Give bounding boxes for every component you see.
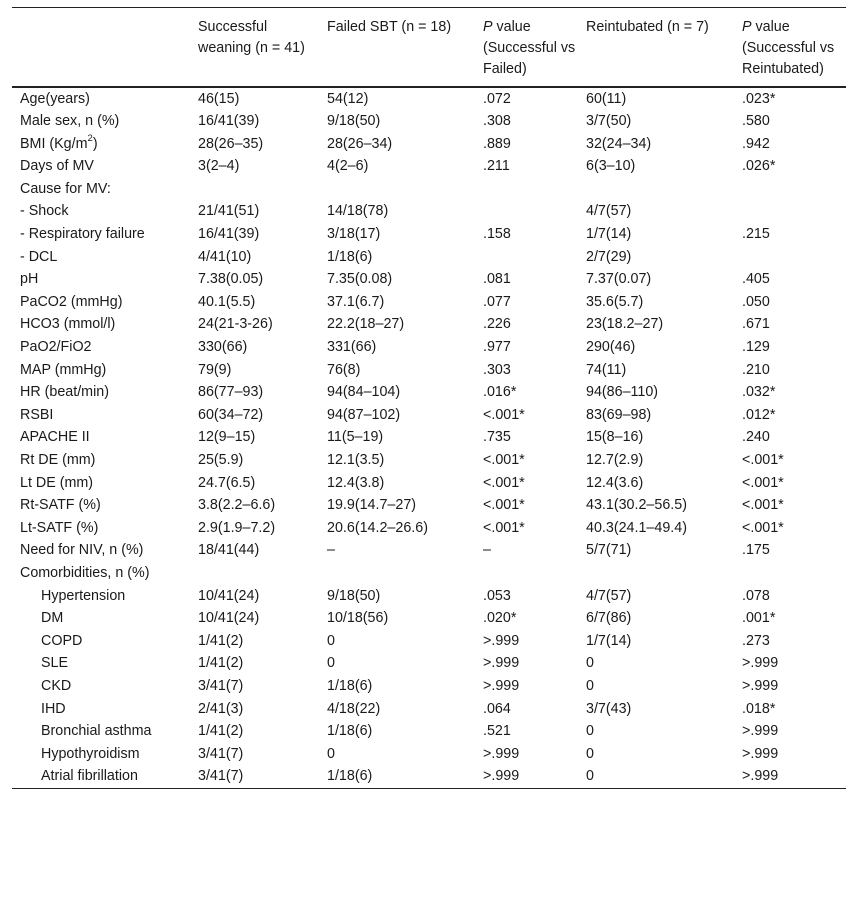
cell-successful-weaning (194, 562, 323, 585)
cell-failed-sbt: 76(8) (327, 361, 361, 378)
cell-p-value-reintubated: >.999 (742, 768, 779, 785)
cell-reintubated: 94(86–110) (586, 384, 659, 401)
cell-failed-sbt: 1/18(6) (327, 677, 373, 694)
cell-p-value-reintubated: .240 (742, 429, 770, 446)
cell-p-value-reintubated: .032* (742, 384, 776, 401)
table-row (12, 517, 846, 540)
table-row (12, 111, 846, 134)
cell-p-value-reintubated: <.001* (742, 519, 784, 536)
row-label-text: IHD (41, 700, 66, 717)
cell-reintubated: 6(3–10) (586, 158, 636, 175)
row-label-text: Age(years) (20, 90, 90, 107)
cell-p-value-reintubated: <.001* (742, 474, 784, 491)
row-label-text: HR (beat/min) (20, 384, 109, 401)
table-row (12, 314, 846, 337)
row-label-text: Cause for MV: (20, 180, 111, 197)
cell-failed-sbt (323, 178, 479, 201)
row-label (12, 472, 194, 495)
row-label-text: pH (20, 271, 39, 288)
cell-reintubated: 12.4(3.6) (586, 474, 644, 491)
cell-reintubated: 4/7(57) (586, 203, 632, 220)
cell-p-value-failed: >.999 (483, 677, 520, 694)
cell-p-value-reintubated: .012* (742, 406, 776, 423)
p-value-text: value (Successful vs Failed) (483, 19, 576, 77)
header-variable (12, 8, 194, 88)
header-row (12, 8, 846, 88)
cell-p-value-reintubated: .580 (742, 113, 770, 130)
cell-successful-weaning: 1/41(2) (198, 632, 244, 649)
cell-successful-weaning: 86(77–93) (198, 384, 264, 401)
table-row (12, 201, 846, 224)
cell-successful-weaning: 16/41(39) (198, 113, 260, 130)
row-label (12, 427, 194, 450)
table-row (12, 630, 846, 653)
row-label-text: Rt DE (mm) (20, 452, 96, 468)
row-label (12, 698, 194, 721)
row-label (12, 246, 194, 269)
row-label (12, 201, 194, 224)
row-label-suffix: ) (92, 135, 98, 152)
cell-successful-weaning: 46(15) (198, 90, 240, 107)
cell-p-value-failed: <.001* (483, 406, 525, 423)
cell-p-value-failed: <.001* (483, 497, 525, 514)
cell-p-value-reintubated: >.999 (742, 723, 779, 740)
cell-failed-sbt: 0 (327, 632, 335, 649)
cell-reintubated: 12.7(2.9) (586, 452, 644, 468)
cell-p-value-reintubated: .026* (742, 158, 776, 175)
cell-successful-weaning: 10/41(24) (198, 610, 260, 627)
cell-p-value-reintubated (738, 201, 846, 224)
cell-successful-weaning: 40.1(5.5) (198, 293, 256, 310)
row-label-text: Atrial fibrillation (41, 768, 138, 785)
row-label-text: BMI (Kg/m (20, 135, 88, 152)
cell-reintubated: 4/7(57) (586, 587, 632, 604)
cell-failed-sbt: 1/18(6) (327, 248, 373, 265)
cell-p-value-reintubated: .018* (742, 700, 776, 717)
cell-p-value-failed: <.001* (483, 452, 525, 468)
cell-p-value-failed: .521 (483, 723, 511, 740)
row-label (12, 743, 194, 766)
table-row (12, 156, 846, 179)
cell-successful-weaning: 3.8(2.2–6.6) (198, 497, 276, 514)
row-label-text: CKD (41, 677, 72, 694)
row-label (12, 450, 194, 473)
table-row (12, 540, 846, 563)
row-label (12, 224, 194, 247)
table-row (12, 766, 846, 789)
row-label-text: Lt-SATF (%) (20, 519, 99, 536)
cell-p-value-reintubated: .273 (742, 632, 770, 649)
cell-successful-weaning: 28(26–35) (198, 135, 264, 152)
cell-successful-weaning: 4/41(10) (198, 248, 252, 265)
cell-reintubated: 35.6(5.7) (586, 293, 644, 310)
table-row (12, 495, 846, 518)
cell-successful-weaning: 2/41(3) (198, 700, 244, 717)
cell-p-value-failed: .158 (483, 226, 511, 243)
cell-reintubated: 7.37(0.07) (586, 271, 652, 288)
cell-p-value-failed (479, 246, 582, 269)
table-row (12, 472, 846, 495)
table-row (12, 291, 846, 314)
cell-p-value-reintubated: .001* (742, 610, 776, 627)
cell-reintubated: 6/7(86) (586, 610, 632, 627)
table-row (12, 608, 846, 631)
cell-successful-weaning: 16/41(39) (198, 226, 260, 243)
row-label (12, 608, 194, 631)
row-label (12, 291, 194, 314)
row-label (12, 675, 194, 698)
cell-p-value-failed: .016* (483, 384, 517, 401)
cell-failed-sbt: – (327, 542, 335, 559)
cell-p-value-reintubated (738, 562, 846, 585)
cell-reintubated: 60(11) (586, 90, 627, 107)
table-row (12, 133, 846, 156)
row-label (12, 156, 194, 179)
table-row (12, 585, 846, 608)
cell-p-value-failed: .226 (483, 316, 511, 333)
cell-p-value-reintubated: .215 (742, 226, 770, 243)
row-label-text: Comorbidities, n (%) (20, 564, 150, 581)
table-row (12, 653, 846, 676)
row-label-text: RSBI (20, 406, 54, 423)
cell-reintubated: 2/7(29) (586, 248, 632, 265)
cell-successful-weaning: 1/41(2) (198, 655, 244, 672)
cell-failed-sbt: 37.1(6.7) (327, 293, 385, 310)
table-row (12, 382, 846, 405)
cell-p-value-failed: .889 (483, 135, 511, 152)
cell-reintubated: 290(46) (586, 339, 636, 356)
cell-p-value-failed: .077 (483, 293, 511, 310)
table-row (12, 359, 846, 382)
row-label (12, 630, 194, 653)
cell-successful-weaning: 330(66) (198, 339, 248, 356)
row-label (12, 540, 194, 563)
cell-successful-weaning: 10/41(24) (198, 587, 260, 604)
cell-p-value-reintubated: .405 (742, 271, 770, 288)
header-p-value-reintubated (738, 8, 846, 88)
cell-reintubated: 43.1(30.2–56.5) (586, 497, 687, 514)
cell-failed-sbt: 7.35(0.08) (327, 271, 393, 288)
cell-p-value-reintubated: .942 (742, 135, 770, 152)
superscript: 2 (87, 132, 93, 144)
cell-p-value-reintubated: .129 (742, 339, 770, 356)
header-failed-sbt: Failed SBT (n = 18) (327, 19, 452, 35)
cell-failed-sbt: 54(12) (327, 90, 369, 107)
table-row (12, 337, 846, 360)
cell-p-value-failed: .977 (483, 339, 511, 356)
cell-failed-sbt: 20.6(14.2–26.6) (327, 519, 428, 536)
row-label-text: MAP (mmHg) (20, 361, 107, 378)
cell-p-value-reintubated (738, 246, 846, 269)
table-row (12, 698, 846, 721)
cell-successful-weaning: 60(34–72) (198, 406, 264, 423)
table-row (12, 675, 846, 698)
table-row (12, 743, 846, 766)
cell-reintubated: 0 (586, 745, 594, 762)
row-label-text: Need for NIV, n (%) (20, 542, 144, 559)
cell-reintubated: 23(18.2–27) (586, 316, 664, 333)
row-label (12, 314, 194, 337)
cell-failed-sbt: 3/18(17) (327, 226, 381, 243)
row-label-text: HCO3 (mmol/l) (20, 316, 116, 333)
row-label (12, 721, 194, 744)
cell-successful-weaning: 1/41(2) (198, 723, 244, 740)
row-label-text: DM (41, 610, 64, 627)
cell-p-value-reintubated: .050 (742, 293, 770, 310)
cell-failed-sbt: 14/18(78) (327, 203, 389, 220)
cell-failed-sbt: 12.4(3.8) (327, 474, 385, 491)
cell-reintubated: 0 (586, 677, 594, 694)
cell-successful-weaning: 24(21-3-26) (198, 316, 273, 333)
row-label-text: - Shock (20, 203, 69, 220)
row-label-text: APACHE II (20, 429, 90, 446)
row-label (12, 87, 194, 111)
cell-successful-weaning: 79(9) (198, 361, 232, 378)
cell-reintubated: 0 (586, 768, 594, 785)
cell-p-value-failed (479, 562, 582, 585)
cell-p-value-failed: >.999 (483, 655, 520, 672)
row-label (12, 517, 194, 540)
cell-p-value-reintubated: .023* (742, 90, 776, 107)
table-body (12, 87, 846, 789)
row-label-text: Male sex, n (%) (20, 113, 120, 130)
cell-successful-weaning: 3/41(7) (198, 768, 244, 785)
row-label-text: - DCL (20, 248, 58, 265)
table-row (12, 404, 846, 427)
row-label-text: Bronchial asthma (41, 723, 152, 740)
cell-p-value-failed: .064 (483, 700, 511, 717)
cell-p-value-failed: .211 (483, 158, 510, 175)
cell-p-value-reintubated: >.999 (742, 677, 779, 694)
cell-failed-sbt: 28(26–34) (327, 135, 393, 152)
row-label (12, 585, 194, 608)
cell-reintubated: 3/7(43) (586, 700, 632, 717)
cell-successful-weaning: 21/41(51) (198, 203, 260, 220)
cell-successful-weaning: 3/41(7) (198, 677, 244, 694)
row-label-text: Hypothyroidism (41, 745, 140, 762)
cell-p-value-reintubated: >.999 (742, 655, 779, 672)
row-label-text: - Respiratory failure (20, 226, 145, 243)
row-label-text: PaCO2 (mmHg) (20, 293, 123, 310)
cell-p-value-failed: .020* (483, 610, 517, 627)
cell-p-value-failed (479, 178, 582, 201)
row-label (12, 404, 194, 427)
cell-reintubated: 15(8–16) (586, 429, 644, 446)
cell-reintubated: 1/7(14) (586, 226, 632, 243)
row-label (12, 495, 194, 518)
cell-failed-sbt: 1/18(6) (327, 768, 373, 785)
table-row (12, 269, 846, 292)
cell-failed-sbt: 4(2–6) (327, 158, 369, 175)
cell-p-value-failed: .308 (483, 113, 511, 130)
cell-failed-sbt: 11(5–19) (327, 429, 384, 446)
cell-successful-weaning: 3/41(7) (198, 745, 244, 762)
row-label-text: PaO2/FiO2 (20, 339, 92, 356)
cell-successful-weaning: 2.9(1.9–7.2) (198, 519, 276, 536)
cell-p-value-failed: <.001* (483, 474, 525, 491)
cell-p-value-reintubated: <.001* (742, 497, 784, 514)
row-label (12, 133, 194, 156)
cell-successful-weaning: 25(5.9) (198, 452, 244, 468)
cell-reintubated: 0 (586, 723, 594, 740)
cell-failed-sbt: 1/18(6) (327, 723, 373, 740)
p-italic: P (483, 19, 493, 35)
cell-failed-sbt: 4/18(22) (327, 700, 381, 717)
cell-p-value-failed: >.999 (483, 768, 520, 785)
cell-failed-sbt: 10/18(56) (327, 610, 389, 627)
row-label (12, 653, 194, 676)
row-label-text: Days of MV (20, 158, 94, 175)
cell-failed-sbt: 22.2(18–27) (327, 316, 405, 333)
cell-reintubated: 32(24–34) (586, 135, 652, 152)
cell-reintubated (582, 178, 738, 201)
data-table-container (12, 7, 846, 789)
row-label (12, 382, 194, 405)
cell-successful-weaning: 3(2–4) (198, 158, 240, 175)
cell-p-value-failed: .053 (483, 587, 511, 604)
cell-failed-sbt: 331(66) (327, 339, 377, 356)
row-label-text: COPD (41, 632, 83, 649)
row-label (12, 766, 194, 789)
row-label-text: Lt DE (mm) (20, 474, 94, 491)
cell-p-value-failed: <.001* (483, 519, 525, 536)
cell-p-value-failed: .081 (483, 271, 511, 288)
cell-reintubated: 40.3(24.1–49.4) (586, 519, 687, 536)
header-successful-weaning: Successful weaning (n = 41) (198, 19, 305, 56)
table-row (12, 562, 846, 585)
cell-successful-weaning: 7.38(0.05) (198, 271, 264, 288)
cell-failed-sbt: 94(84–104) (327, 384, 401, 401)
row-label-text: Hypertension (41, 587, 126, 604)
cell-p-value-reintubated: .210 (742, 361, 770, 378)
table-row (12, 246, 846, 269)
row-label-text: SLE (41, 655, 69, 672)
header-p-value-failed (479, 8, 582, 88)
cell-p-value-failed: .303 (483, 361, 511, 378)
cell-successful-weaning: 18/41(44) (198, 542, 260, 559)
cell-p-value-failed: >.999 (483, 632, 520, 649)
cell-successful-weaning: 12(9–15) (198, 429, 256, 446)
cell-successful-weaning (194, 178, 323, 201)
cell-failed-sbt: 9/18(50) (327, 113, 381, 130)
cell-reintubated: 74(11) (586, 361, 627, 378)
cell-p-value-failed (479, 201, 582, 224)
results-table (12, 7, 846, 789)
cell-p-value-reintubated: .078 (742, 587, 770, 604)
table-row (12, 224, 846, 247)
table-header (12, 8, 846, 88)
cell-reintubated: 5/7(71) (586, 542, 632, 559)
cell-failed-sbt: 9/18(50) (327, 587, 381, 604)
row-label (12, 337, 194, 360)
table-row (12, 721, 846, 744)
cell-p-value-failed: .735 (483, 429, 511, 446)
cell-p-value-reintubated: >.999 (742, 745, 779, 762)
p-italic: P (742, 19, 752, 35)
cell-p-value-failed: – (483, 542, 491, 559)
cell-reintubated (582, 562, 738, 585)
cell-failed-sbt: 0 (327, 745, 335, 762)
table-row (12, 427, 846, 450)
row-label (12, 359, 194, 382)
table-row (12, 87, 846, 111)
cell-failed-sbt: 19.9(14.7–27) (327, 497, 417, 514)
table-row (12, 450, 846, 473)
cell-p-value-reintubated: .175 (742, 542, 770, 559)
cell-p-value-failed: >.999 (483, 745, 520, 762)
p-value-text: value (Successful vs Reintubated) (742, 19, 835, 77)
cell-p-value-reintubated (738, 178, 846, 201)
cell-successful-weaning: 24.7(6.5) (198, 474, 256, 491)
cell-reintubated: 3/7(50) (586, 113, 632, 130)
cell-p-value-failed: .072 (483, 90, 511, 107)
row-label (12, 178, 194, 201)
cell-failed-sbt: 12.1(3.5) (327, 452, 385, 468)
cell-reintubated: 83(69–98) (586, 406, 652, 423)
cell-p-value-reintubated: <.001* (742, 452, 784, 468)
cell-reintubated: 1/7(14) (586, 632, 632, 649)
table-row (12, 178, 846, 201)
cell-failed-sbt: 94(87–102) (327, 406, 401, 423)
row-label-text: Rt-SATF (%) (20, 497, 101, 514)
row-label (12, 269, 194, 292)
header-reintubated: Reintubated (n = 7) (586, 19, 709, 35)
cell-reintubated: 0 (586, 655, 594, 672)
cell-failed-sbt: 0 (327, 655, 335, 672)
row-label (12, 562, 194, 585)
cell-p-value-reintubated: .671 (742, 316, 770, 333)
cell-failed-sbt (323, 562, 479, 585)
row-label (12, 111, 194, 134)
